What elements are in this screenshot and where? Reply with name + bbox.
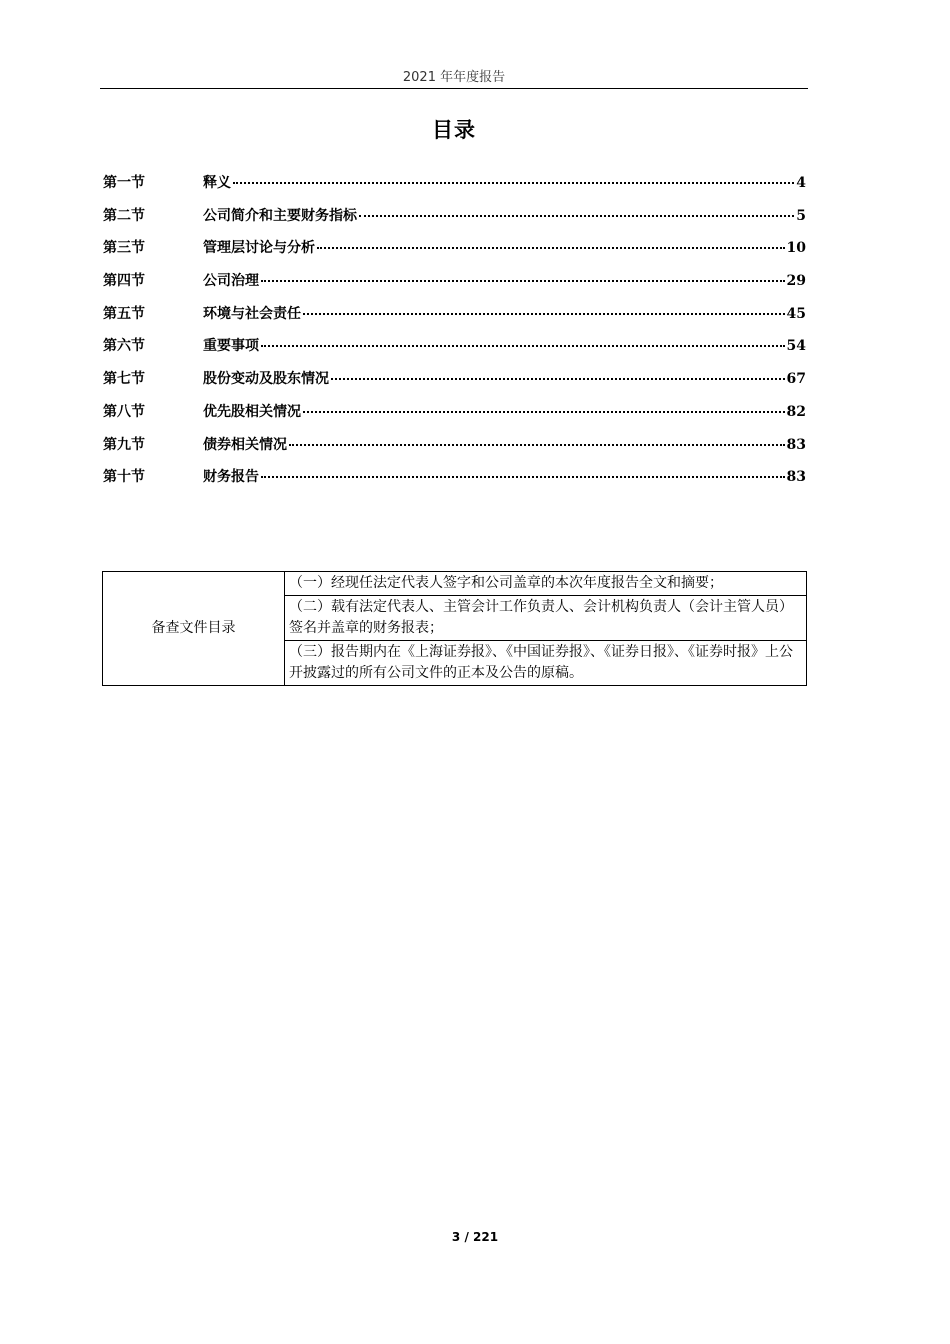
table-row [103, 572, 807, 596]
toc-section-title: 公司简介和主要财务指标 [203, 207, 357, 224]
toc-page-number: 83 [786, 436, 806, 453]
toc-entry[interactable] [103, 270, 806, 303]
toc-leader-dots [303, 411, 785, 413]
toc-section-title: 优先股相关情况 [203, 403, 301, 420]
toc-section-number: 第五节 [103, 305, 145, 322]
toc-entry[interactable] [103, 237, 806, 270]
toc-leader-dots [331, 378, 785, 380]
reference-item: （一）经现任法定代表人签字和公司盖章的本次年度报告全文和摘要； [285, 572, 807, 596]
page-header: 2021 年年度报告 [402, 70, 506, 85]
toc-section-title: 债券相关情况 [203, 436, 287, 453]
toc-leader-dots [303, 313, 785, 315]
toc-section-number: 第七节 [103, 371, 145, 388]
toc-leader-dots [233, 182, 794, 184]
reference-documents-table [102, 571, 807, 686]
toc-entry[interactable] [103, 466, 806, 499]
toc-section-number: 第一节 [103, 175, 145, 191]
toc-section-title: 释义 [203, 175, 231, 191]
toc-page-number: 45 [786, 305, 806, 322]
toc-section-number: 第六节 [103, 338, 145, 355]
toc-page-number: 4 [796, 175, 806, 191]
toc-page-number: 10 [786, 240, 806, 257]
toc-section-number: 第八节 [103, 403, 145, 420]
toc-leader-dots [261, 476, 785, 478]
table-of-contents [103, 172, 806, 499]
toc-section-title: 公司治理 [203, 273, 259, 290]
reference-item: （三）报告期内在《上海证券报》、《中国证券报》、《证券日报》、《证券时报》上公开披露过的所有公司文件的正本及公告的原稿。 [285, 641, 807, 686]
toc-page-number: 82 [786, 403, 806, 420]
toc-section-number: 第二节 [103, 207, 145, 224]
toc-leader-dots [317, 247, 785, 249]
toc-section-number: 第九节 [103, 436, 145, 453]
toc-page-number: 29 [786, 273, 806, 290]
toc-page-number: 83 [786, 469, 806, 486]
toc-page-number: 5 [796, 207, 806, 224]
toc-page-number: 67 [786, 371, 806, 388]
toc-section-title: 财务报告 [203, 469, 259, 486]
toc-section-number: 第四节 [103, 273, 145, 290]
toc-section-title: 重要事项 [203, 338, 259, 355]
toc-title: 目录 [432, 118, 476, 142]
toc-section-title: 管理层讨论与分析 [203, 240, 315, 257]
toc-leader-dots [261, 345, 785, 347]
toc-leader-dots [261, 280, 785, 282]
toc-entry[interactable] [103, 335, 806, 368]
toc-entry[interactable] [103, 172, 806, 205]
toc-page-number: 54 [786, 338, 806, 355]
reference-item: （二）载有法定代表人、主管会计工作负责人、会计机构负责人（会计主管人员）签名并盖章的财务报表； [285, 596, 807, 641]
toc-section-title: 环境与社会责任 [203, 305, 301, 322]
toc-leader-dots [289, 444, 785, 446]
toc-entry[interactable] [103, 368, 806, 401]
header-divider [100, 88, 808, 89]
toc-leader-dots [359, 215, 794, 217]
toc-section-number: 第三节 [103, 240, 145, 257]
toc-entry[interactable] [103, 434, 806, 467]
toc-section-title: 股份变动及股东情况 [203, 371, 329, 388]
reference-label: 备查文件目录 [103, 572, 285, 686]
toc-entry[interactable] [103, 205, 806, 238]
toc-entry[interactable] [103, 303, 806, 336]
toc-entry[interactable] [103, 401, 806, 434]
toc-section-number: 第十节 [103, 469, 145, 486]
page-number: 3 / 221 [451, 1230, 499, 1244]
